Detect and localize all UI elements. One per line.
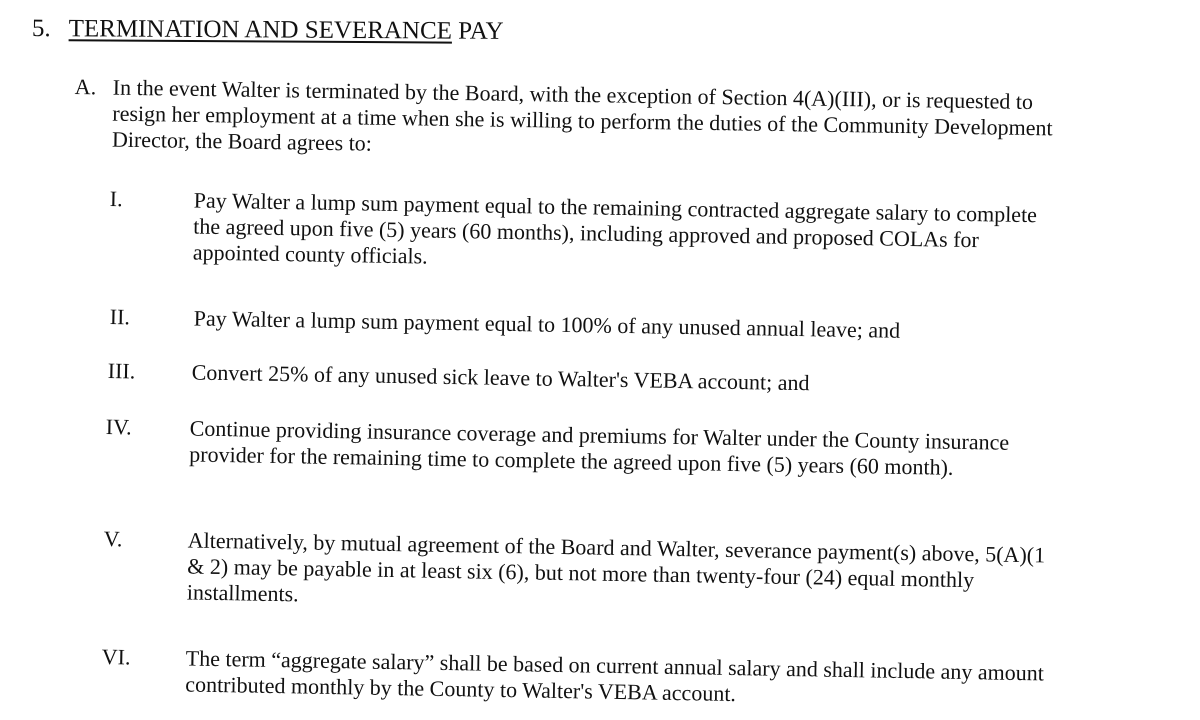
list-item-2	[110, 304, 1170, 348]
section-title-rest: PAY	[451, 17, 504, 45]
list-item-6	[101, 644, 1162, 714]
list-item-text: Alternatively, by mutual agreement of the Board and Walter, severance payment(s) above, 5(A)(1 & 2) may be payable in at least six (6), but not more than twenty-four (24) equal monthly installments.	[186, 527, 1046, 607]
list-item-numeral: V.	[103, 526, 123, 552]
list-item-4	[105, 414, 1166, 484]
paragraph-a	[74, 74, 1065, 168]
section-heading	[32, 14, 504, 47]
list-item-numeral: II.	[109, 304, 131, 330]
section-number: 5.	[31, 14, 51, 43]
list-item-numeral: I.	[109, 186, 123, 212]
list-item-numeral: IV.	[105, 414, 132, 440]
list-item-text: Convert 25% of any unused sick leave to Walter's VEBA account; and	[191, 359, 810, 396]
list-item-5	[103, 526, 1164, 622]
list-item-1	[109, 186, 1170, 282]
paragraph-a-letter: A.	[74, 74, 97, 100]
list-item-text: Continue providing insurance coverage and premiums for Walter under the County insurance provider for the remaining time to complete the agreed upon five (5) years (60 month).	[189, 415, 1010, 480]
section-title-underlined: TERMINATION AND SEVERANCE	[68, 15, 453, 45]
list-item-numeral: VI.	[101, 644, 131, 670]
list-item-numeral: III.	[107, 358, 136, 384]
paragraph-a-text: In the event Walter is terminated by the Board, with the exception of Section 4(A)(III), or is requested to resign her employment at a time when she is willing to perform the duties of the Community Development Director, the Board agrees to:	[111, 74, 1053, 156]
list-item-text: The term “aggregate salary” shall be based on current annual salary and shall include any amount contributed monthly by the County to Walter's VEBA account.	[185, 645, 1045, 707]
list-item-text: Pay Walter a lump sum payment equal to 100% of any unused annual leave; and	[193, 305, 901, 343]
list-item-text: Pay Walter a lump sum payment equal to the remaining contracted aggregate salary to complete the agreed upon five (5) years (60 months), including approved and proposed COLAs for appointed county officials.	[192, 187, 1038, 269]
list-item-3	[108, 358, 1168, 402]
